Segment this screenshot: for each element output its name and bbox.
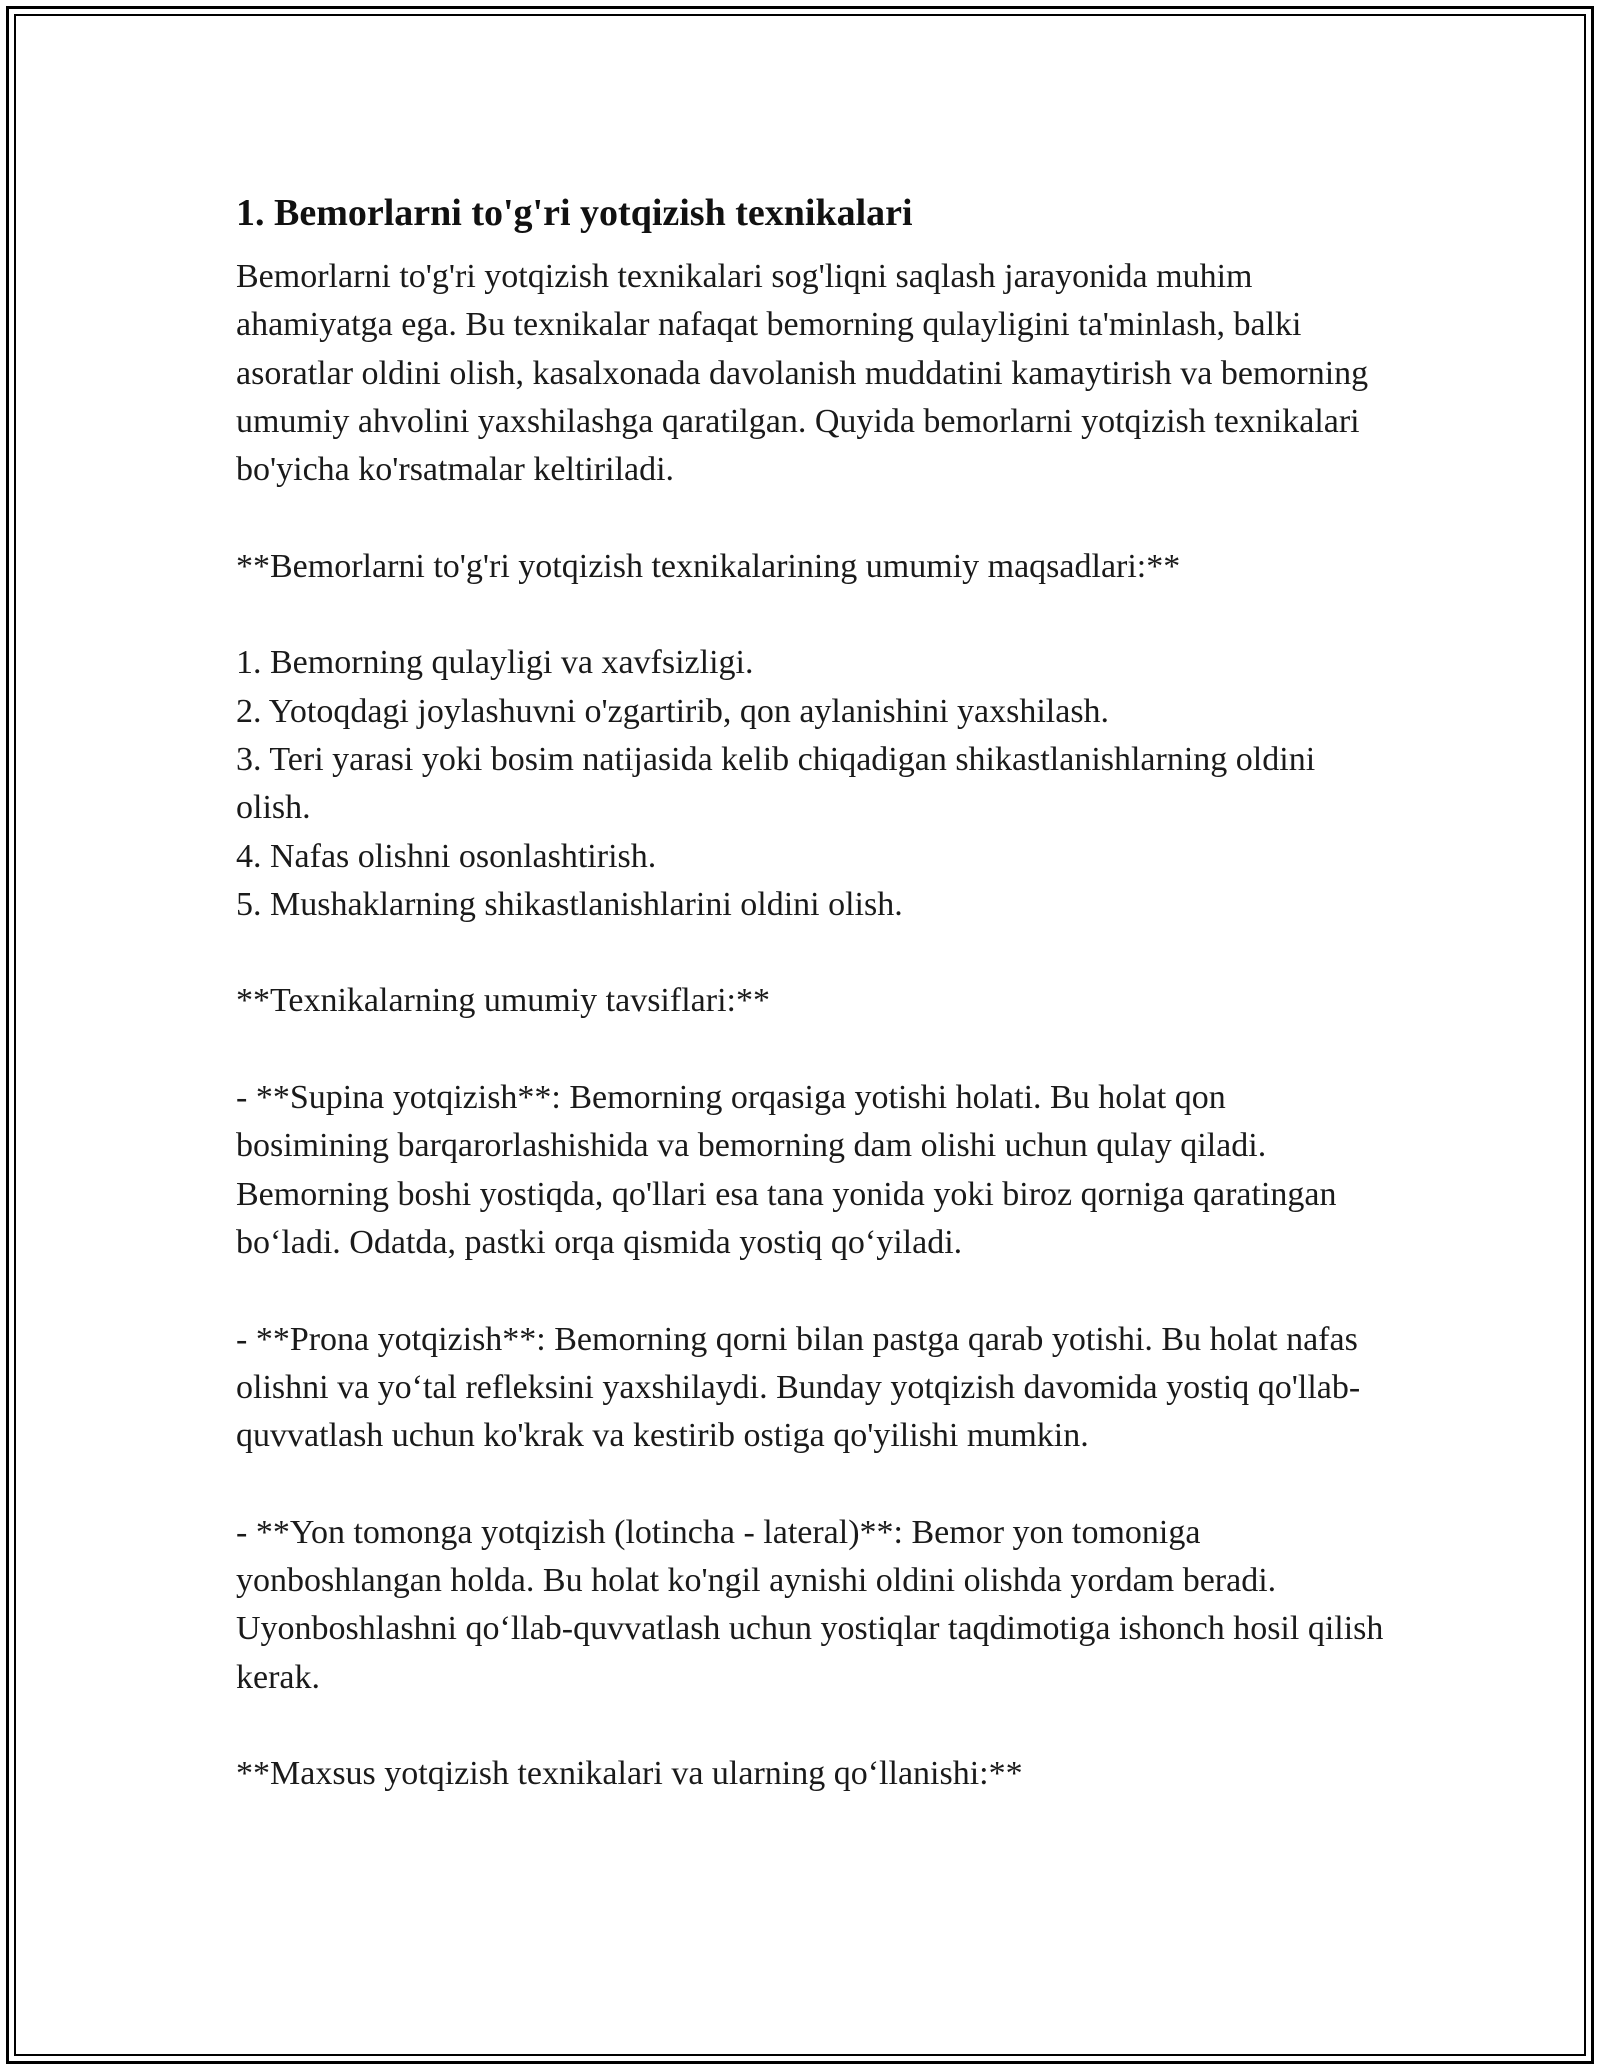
paragraph-gap — [236, 591, 1386, 639]
goal-item: 2. Yotoqdagi joylashuvni o'zgartirib, qon aylanishini yaxshilash. — [236, 692, 1110, 730]
paragraph-gap — [236, 494, 1386, 542]
intro-paragraph: Bemorlarni to'g'ri yotqizish texnikalari sog'liqni saqlash jarayonida muhim ahamiyatga ega. Bu texnikalar nafaqat bemorning qulayligini ta'minlash, balki asoratlar oldini olish, kasalxonada davolanish muddatini kamaytirish va bemorning umumiy ahvolini yaxshilashga qaratilgan. Quyida bemorlarni yotqizish texnikalari bo'yicha ko'rsatmalar keltiriladi. — [236, 258, 1377, 489]
goal-item: 5. Mushaklarning shikastlanishlarini oldini olish. — [236, 885, 903, 923]
goal-item: 3. Teri yarasi yoki bosim natijasida kelib chiqadigan shikastlanishlarning oldini olish. — [236, 740, 1324, 827]
technique-prone: - **Prona yotqizish**: Bemorning qorni bilan pastga qarab yotishi. Bu holat nafas olishni va yo‘tal refleksini yaxshilaydi. Bunday yotqizish davomida yostiq qo'llab-quvvatlash uchun ko'krak va kestirib ostiga qo'yilishi mumkin. — [236, 1320, 1367, 1455]
technique-lateral: - **Yon tomonga yotqizish (lotincha - lateral)**: Bemor yon tomoniga yonboshlangan holda. Bu holat ko'ngil aynishi oldini olishda yordam beradi. Uyonboshlashni qo‘llab-quvvatlash uchun yostiqlar taqdimotiga ishonch hosil qilish kerak. — [236, 1513, 1392, 1696]
paragraph-gap — [236, 929, 1386, 977]
paragraph-gap — [236, 1267, 1386, 1315]
techniques-heading: **Texnikalarning umumiy tavsiflari:** — [236, 982, 770, 1020]
goals-heading: **Bemorlarni to'g'ri yotqizish texnikalarining umumiy maqsadlari:** — [236, 547, 1181, 585]
technique-supine: - **Supina yotqizish**: Bemorning orqasiga yotishi holati. Bu holat qon bosimining barqarorlashishida va bemorning dam olishi uchun qulay qiladi. Bemorning boshi yostiqda, qo'llari esa tana yonida yoki biroz qorniga qaratingan bo‘ladi. Odatda, pastki orqa qismida yostiq qo‘yiladi. — [236, 1079, 1345, 1261]
document-title: 1. Bemorlarni to'g'ri yotqizish texnikalari — [236, 192, 913, 234]
paragraph-gap — [236, 1702, 1386, 1750]
goal-item: 4. Nafas olishni osonlashtirish. — [236, 837, 657, 875]
goals-list — [236, 639, 1386, 929]
paragraph-gap — [236, 1460, 1386, 1508]
paragraph-gap — [236, 1026, 1386, 1074]
document-body — [236, 187, 1392, 1799]
special-heading: **Maxsus yotqizish texnikalari va ularning qo‘llanishi:** — [236, 1755, 1023, 1793]
goal-item: 1. Bemorning qulayligi va xavfsizligi. — [236, 644, 754, 682]
